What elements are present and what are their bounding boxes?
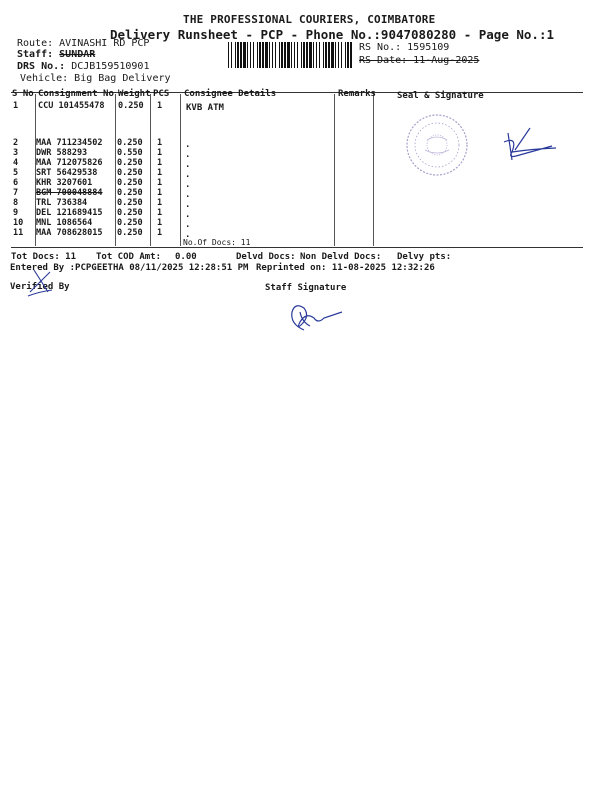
row-sno: 8 [13,198,19,208]
seal-stamp [407,115,467,175]
row-consignee: . [185,140,191,150]
row-sno: 11 [13,228,24,238]
row-weight: 0.250 [117,208,143,218]
delvd-docs: Delvd Docs: [236,252,296,262]
row-consignment: SRT 56429538 [36,168,98,178]
row-consignment: MNL 1086564 [36,218,93,228]
row-weight: 0.250 [117,138,143,148]
runsheet-subtitle: Delivery Runsheet - PCP - Phone No.:9047080280 - Page No.:1 [110,27,555,42]
row-pcs: 1 [157,158,163,168]
row-consignment: BGM 700048884 [36,188,103,198]
staff-signature [292,306,342,330]
row-pcs: 1 [157,198,163,208]
staff-value: SUNDAR [59,49,96,60]
row-consignee: . [185,220,191,230]
staff-label: Staff: [17,49,54,60]
row-weight: 0.250 [117,158,143,168]
row-consignment: KHR 3207601 [36,178,93,188]
row-pcs: 1 [157,228,163,238]
drs-value: DCJB159510901 [71,61,150,72]
row-pcs: 1 [157,218,163,228]
verified-by: Verified By [10,282,70,292]
row-weight: 0.250 [117,218,143,228]
row-consignee: . [185,150,191,160]
row-pcs: 1 [157,101,163,111]
row-sno: 9 [13,208,19,218]
row-consignee: . [185,170,191,180]
col-header-sno: S No [12,89,34,99]
row-sno: 5 [13,168,19,178]
row-weight: 0.250 [117,188,143,198]
vehicle-text: Vehicle: Big Bag Delivery [20,73,171,84]
drs-label: DRS No.: [17,61,66,72]
row-weight: 0.250 [117,228,143,238]
row-consignment: MAA 711234502 [36,138,103,148]
row-sno: 4 [13,158,19,168]
row-consignment: TRL 736384 [36,198,88,208]
col-header-pcs: PCS [153,89,170,99]
row-consignment: DWR 588293 [36,148,88,158]
rs-date: RS Date: 11-Aug-2025 [359,55,480,66]
row-consignment: CCU 101455478 [38,101,105,111]
row-pcs: 1 [157,208,163,218]
col-header-weight: Weight [118,89,151,99]
row-consignee: KVB ATM [186,103,224,113]
staff-signature-label: Staff Signature [265,283,347,293]
entered-by: Entered By :PCPGEETHA 08/11/2025 12:28:51 PM [10,263,249,273]
receiver-signature [504,128,556,160]
row-consignment: MAA 708628015 [36,228,103,238]
row-consignee: . [185,160,191,170]
col-header-seal: Seal & Signature [397,91,484,101]
row-sno: 2 [13,138,19,148]
row-consignee: . [185,200,191,210]
row-weight: 0.250 [117,168,143,178]
col-header-consignee: Consignee Details [184,89,277,99]
row-pcs: 1 [157,188,163,198]
tot-docs: Tot Docs: 11 [11,252,77,262]
row-weight: 0.550 [117,148,143,158]
rs-number: RS No.: 1595109 [359,42,450,53]
row-pcs: 1 [157,168,163,178]
col-header-consignment: Consignment No [38,89,114,99]
row-consignee: . [185,230,191,240]
delvy-pts: Delvy pts: [397,252,452,262]
tot-cod-label: Tot COD Amt: [96,252,162,262]
row-pcs: 1 [157,178,163,188]
no-of-docs: No.Of Docs: 11 [183,238,251,247]
row-consignee: . [185,210,191,220]
verifier-mark [28,270,52,296]
row-pcs: 1 [157,148,163,158]
row-weight: 0.250 [117,178,143,188]
row-sno: 7 [13,188,19,198]
reprinted-on: Reprinted on: 11-08-2025 12:32:26 [256,263,435,273]
col-header-remarks: Remarks [338,89,376,99]
route-text: Route: AVINASHI RD PCP [17,38,150,49]
row-pcs: 1 [157,138,163,148]
row-sno: 3 [13,148,19,158]
row-sno: 1 [13,101,19,111]
row-sno: 10 [13,218,24,228]
tot-cod-value: 0.00 [175,252,197,262]
row-weight: 0.250 [118,101,144,111]
row-consignee: . [185,190,191,200]
row-consignee: . [185,180,191,190]
row-weight: 0.250 [117,198,143,208]
company-title: THE PROFESSIONAL COURIERS, COIMBATORE [183,13,436,26]
row-consignment: DEL 121689415 [36,208,103,218]
row-sno: 6 [13,178,19,188]
non-delvd-docs: Non Delvd Docs: [300,252,382,262]
row-consignment: MAA 712075826 [36,158,103,168]
